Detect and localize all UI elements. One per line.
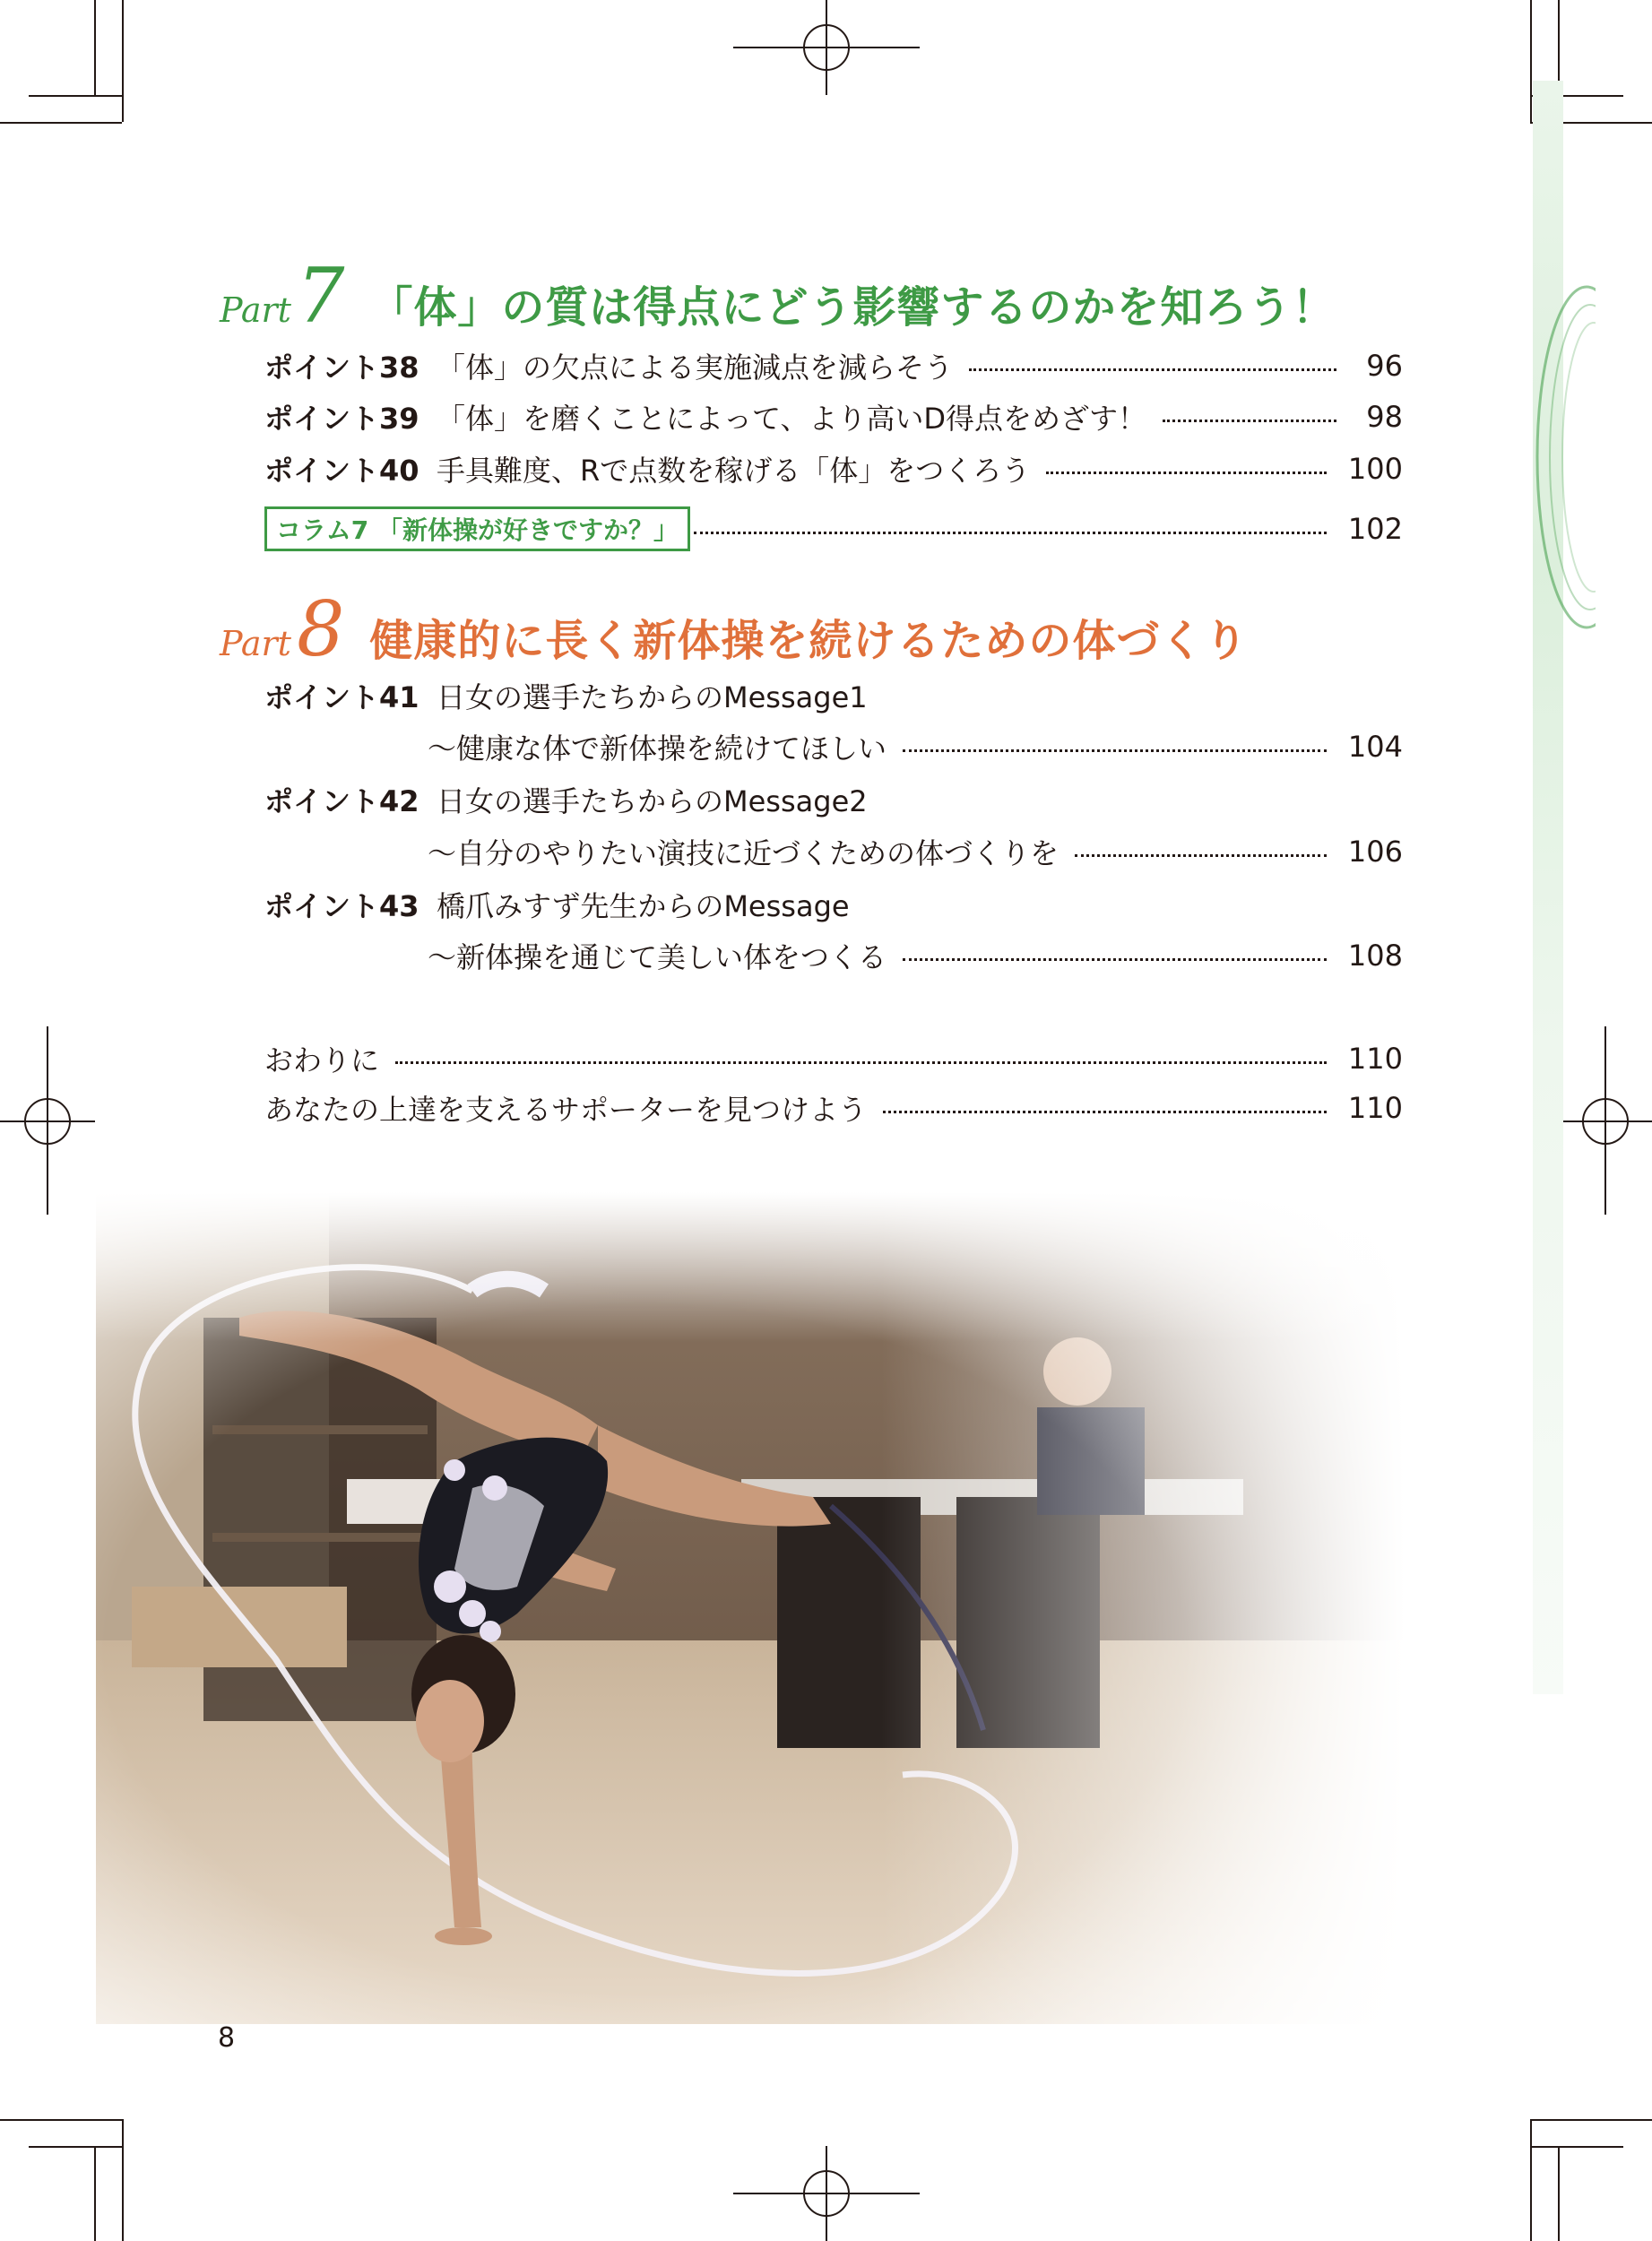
- entry-title: 日女の選手たちからのMessage1: [437, 680, 868, 714]
- point-label: ポイント38: [264, 350, 419, 385]
- gymnast-photo: [96, 1192, 1405, 2024]
- crop-mark: [1558, 2146, 1560, 2241]
- page-ref: 100: [1347, 452, 1403, 486]
- crop-mark: [29, 2146, 122, 2148]
- page-ref: 98: [1366, 400, 1403, 434]
- crop-mark: [122, 0, 124, 122]
- crop-mark: [1530, 0, 1532, 122]
- toc-entry-closing[interactable]: [264, 1088, 1403, 1128]
- crop-mark: [1530, 2119, 1532, 2241]
- toc-entry[interactable]: [264, 397, 1403, 437]
- part-label: Part: [220, 624, 291, 663]
- leader-dots: [883, 1111, 1327, 1113]
- register-circle: [803, 24, 850, 71]
- point-label: ポイント39: [264, 402, 419, 436]
- crop-mark: [1530, 2146, 1623, 2148]
- point-label: ポイント42: [264, 784, 419, 818]
- page-number: 8: [218, 2022, 236, 2054]
- page-ref: 96: [1366, 349, 1403, 383]
- crop-mark: [29, 95, 122, 97]
- register-circle: [24, 1098, 71, 1145]
- entry-subtitle: ～健康な体で新体操を続けてほしい: [428, 731, 887, 766]
- page-ref: 104: [1347, 730, 1403, 764]
- crop-mark: [0, 2119, 122, 2121]
- column-label: コラム7 「新体操が好きですか？」: [264, 506, 690, 551]
- entry-subtitle: ～自分のやりたい演技に近づくための体づくりを: [428, 836, 1060, 870]
- entry-title: 「体」を磨くことによって、より高いD得点をめざす！: [437, 402, 1147, 436]
- crop-mark: [1530, 2119, 1652, 2121]
- entry-title: あなたの上達を支えるサポーターを見つけよう: [264, 1093, 868, 1127]
- leader-dots: [694, 532, 1327, 534]
- entry-title: 橋爪みすず先生からのMessage: [437, 889, 850, 923]
- point-label: ポイント43: [264, 889, 419, 923]
- part-title: 「体」の質は得点にどう影響するのかを知ろう！: [369, 282, 1336, 333]
- entry-title: 日女の選手たちからのMessage2: [437, 784, 868, 818]
- part-8-heading: [220, 585, 1249, 673]
- toc-entry-subtitle[interactable]: [428, 727, 1403, 766]
- toc-column-entry[interactable]: [264, 509, 1403, 549]
- part-7-heading: [220, 252, 1336, 340]
- crop-mark: [94, 0, 96, 95]
- toc-entry[interactable]: [264, 885, 1403, 924]
- page-ref: 106: [1347, 835, 1403, 869]
- leader-dots: [1163, 420, 1336, 422]
- toc-entry[interactable]: [264, 449, 1403, 489]
- leader-dots: [395, 1061, 1327, 1064]
- toc-entry[interactable]: [264, 676, 1403, 715]
- leader-dots: [903, 749, 1327, 752]
- entry-subtitle: ～新体操を通じて美しい体をつくる: [428, 940, 887, 974]
- point-label: ポイント41: [264, 680, 419, 714]
- part-title: 健康的に長く新体操を続けるための体づくり: [369, 616, 1249, 666]
- leader-dots: [969, 368, 1336, 371]
- register-circle: [803, 2170, 850, 2217]
- point-label: ポイント40: [264, 454, 419, 488]
- crop-mark: [0, 122, 122, 124]
- crop-mark: [122, 2119, 124, 2241]
- leader-dots: [1046, 472, 1327, 474]
- toc-entry[interactable]: [264, 780, 1403, 819]
- toc-entry-closing[interactable]: [264, 1039, 1403, 1078]
- page-ref: 110: [1347, 1042, 1403, 1076]
- crop-mark: [94, 2146, 96, 2241]
- page-ref: 108: [1347, 939, 1403, 973]
- leader-dots: [1075, 854, 1327, 857]
- part-label: Part: [220, 290, 291, 330]
- entry-title: 手具難度、Rで点数を稼げる「体」をつくろう: [437, 454, 1031, 488]
- part-number: 8: [296, 585, 345, 673]
- entry-title: 「体」の欠点による実施減点を減らそう: [437, 350, 954, 385]
- leader-dots: [903, 958, 1327, 961]
- page-ref: 102: [1347, 512, 1403, 546]
- edge-ring-decoration: [1524, 269, 1596, 645]
- toc-entry[interactable]: [264, 346, 1403, 385]
- page-ref: 110: [1347, 1091, 1403, 1125]
- register-circle: [1582, 1098, 1629, 1145]
- toc-entry-subtitle[interactable]: [428, 936, 1403, 975]
- part-number: 7: [296, 252, 345, 340]
- toc-entry-subtitle[interactable]: [428, 832, 1403, 871]
- entry-title: おわりに: [264, 1043, 380, 1077]
